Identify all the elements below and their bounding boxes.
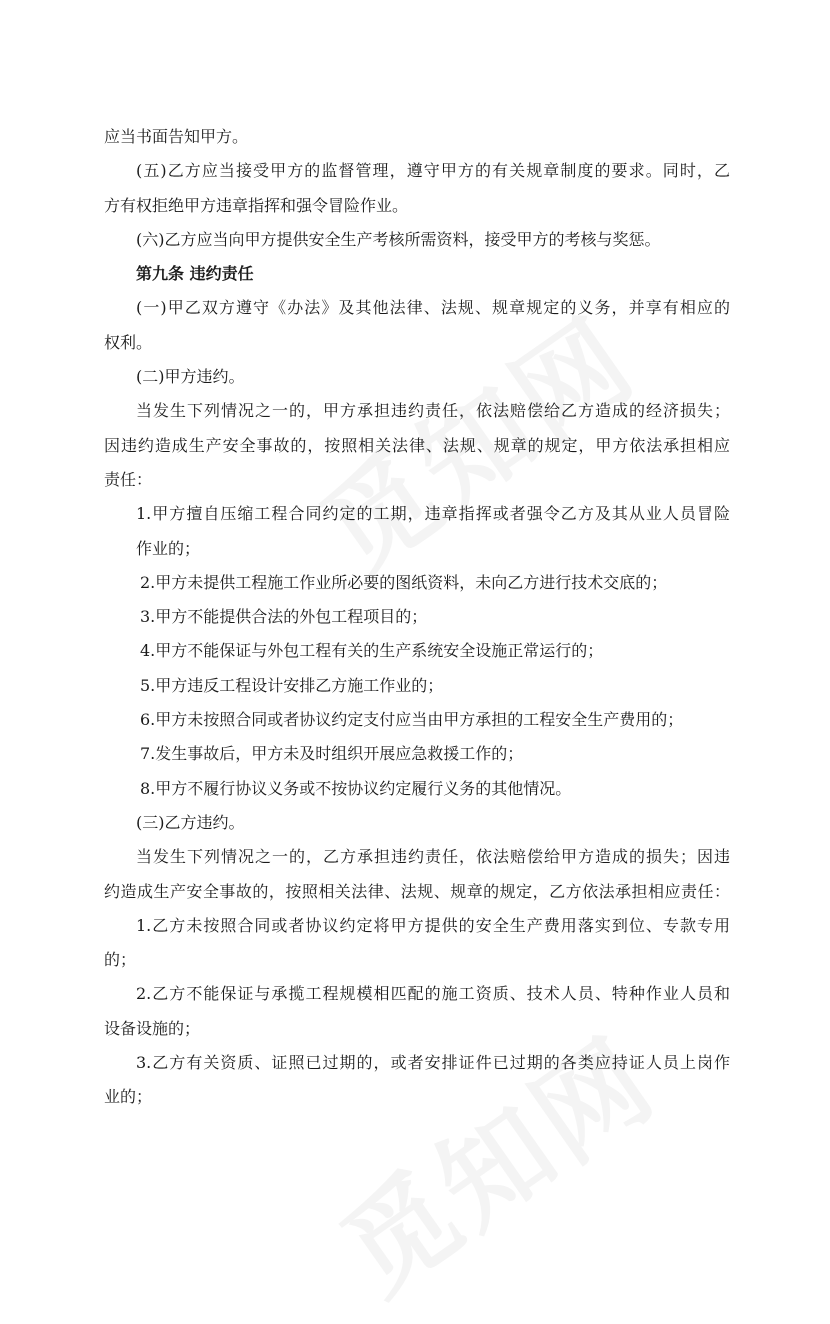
section-heading: 第九条 违约责任 [136,264,254,284]
list-item-line: 1.乙方未按照合同或者协议约定将甲方提供的安全生产费用落实到位、专款专用 [136,915,730,935]
paragraph-line: (五)乙方应当接受甲方的监督管理，遵守甲方的有关规章制度的要求。同时，乙 [136,161,730,181]
list-item-line: 的； [104,950,137,970]
paragraph-line: 应当书面告知甲方。 [104,127,249,146]
list-item: 6.甲方未按照合同或者协议约定支付应当由甲方承担的工程安全生产费用的； [140,710,684,730]
paragraph-line: 方有权拒绝甲方违章指挥和强令冒险作业。 [104,195,409,215]
paragraph-line: (六)乙方应当向甲方提供安全生产考核所需资料，接受甲方的考核与奖惩。 [136,229,661,249]
list-item: 7.发生事故后，甲方未及时组织开展应急救援工作的； [140,744,524,764]
paragraph-line: 责任： [104,469,153,489]
document-body [104,120,730,1115]
paragraph-line: 当发生下列情况之一的，乙方承担违约责任，依法赔偿给甲方造成的损失；因违 [136,847,730,867]
paragraph-line: 当发生下列情况之一的，甲方承担违约责任，依法赔偿给乙方造成的经济损失； [136,401,730,421]
paragraph-line: (三)乙方违约。 [136,812,245,832]
paragraph-line: 因违约造成生产安全事故的，按照相关法律、法规、规章的规定，甲方依法承担相应 [104,435,730,455]
list-item-line: 1.甲方擅自压缩工程合同约定的工期，违章指挥或者强令乙方及其从业人员冒险 [136,504,730,524]
paragraph-line: 权利。 [104,332,153,352]
paragraph-line: 约造成生产安全事故的，按照相关法律、法规、规章的规定，乙方依法承担相应责任： [104,881,730,901]
list-item: 3.甲方不能提供合法的外包工程项目的； [140,607,428,627]
list-item-line: 作业的； [136,538,201,558]
list-item: 8.甲方不履行协议义务或不按协议约定履行义务的其他情况。 [140,778,572,798]
paragraph-line: (一)甲乙双方遵守《办法》及其他法律、法规、规章规定的义务，并享有相应的 [136,298,730,318]
list-item-line: 业的； [104,1087,153,1107]
list-item: 2.甲方未提供工程施工作业所必要的图纸资料，未向乙方进行技术交底的； [140,572,668,592]
list-item-line: 设备设施的； [104,1018,201,1038]
list-item: 4.甲方不能保证与外包工程有关的生产系统安全设施正常运行的； [140,641,604,661]
list-item-line: 2.乙方不能保证与承揽工程规模相匹配的施工资质、技术人员、特种作业人员和 [136,984,730,1004]
list-item: 5.甲方违反工程设计安排乙方施工作业的； [140,675,444,695]
list-item-line: 3.乙方有关资质、证照已过期的，或者安排证件已过期的各类应持证人员上岗作 [136,1053,730,1073]
paragraph-line: (二)甲方违约。 [136,367,245,387]
